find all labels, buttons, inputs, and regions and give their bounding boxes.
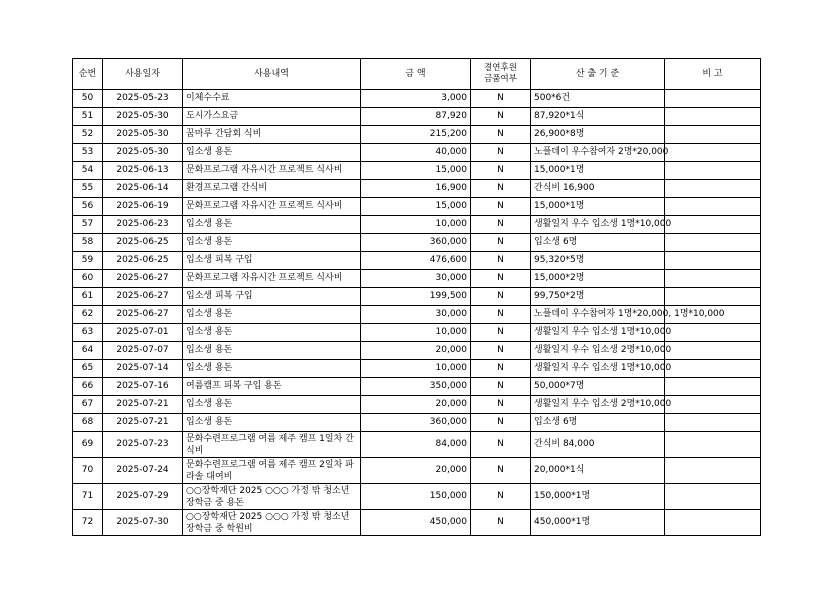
cell-no: 55 — [73, 180, 103, 198]
cell-note — [665, 414, 761, 432]
cell-amount: 15,000 — [361, 162, 471, 180]
header-date: 사용일자 — [103, 59, 183, 90]
cell-flag: N — [471, 288, 531, 306]
cell-amount: 10,000 — [361, 216, 471, 234]
cell-desc: 입소생 용돈 — [183, 342, 361, 360]
header-flag — [471, 59, 531, 90]
table-row — [73, 126, 761, 144]
cell-no: 54 — [73, 162, 103, 180]
table-row — [73, 396, 761, 414]
cell-date: 2025-07-23 — [103, 432, 183, 458]
cell-flag: N — [471, 378, 531, 396]
cell-no: 65 — [73, 360, 103, 378]
table-row — [73, 108, 761, 126]
cell-flag: N — [471, 510, 531, 536]
cell-no: 56 — [73, 198, 103, 216]
table-row — [73, 90, 761, 108]
cell-desc: ○○장학재단 2025 ○○○ 가정 밖 청소년 장학금 중 용돈 — [183, 484, 361, 510]
cell-desc: 입소생 용돈 — [183, 144, 361, 162]
cell-no: 58 — [73, 234, 103, 252]
cell-flag: N — [471, 360, 531, 378]
cell-amount: 215,200 — [361, 126, 471, 144]
header-desc: 사용내역 — [183, 59, 361, 90]
table-row — [73, 162, 761, 180]
header-flag-line1: 결연후원 — [484, 63, 517, 73]
cell-desc: 문화수련프로그램 여름 제주 캠프 1일차 간식비 — [183, 432, 361, 458]
cell-date: 2025-07-16 — [103, 378, 183, 396]
cell-date: 2025-06-27 — [103, 288, 183, 306]
header-amount: 금 액 — [361, 59, 471, 90]
expense-document — [72, 58, 760, 536]
cell-no: 51 — [73, 108, 103, 126]
cell-no: 62 — [73, 306, 103, 324]
cell-amount: 40,000 — [361, 144, 471, 162]
cell-basis: 500*6건 — [531, 90, 665, 108]
cell-note — [665, 510, 761, 536]
cell-date: 2025-07-21 — [103, 396, 183, 414]
header-flag-line2: 금품여부 — [484, 74, 517, 84]
cell-amount: 360,000 — [361, 234, 471, 252]
table-row — [73, 216, 761, 234]
cell-desc: 입소생 용돈 — [183, 360, 361, 378]
cell-note — [665, 270, 761, 288]
cell-flag: N — [471, 458, 531, 484]
table-row — [73, 432, 761, 458]
table-row — [73, 414, 761, 432]
cell-note — [665, 234, 761, 252]
table-row — [73, 378, 761, 396]
cell-no: 57 — [73, 216, 103, 234]
table-row — [73, 288, 761, 306]
cell-desc: 입소생 용돈 — [183, 234, 361, 252]
table-row — [73, 458, 761, 484]
cell-date: 2025-07-14 — [103, 360, 183, 378]
cell-date: 2025-06-27 — [103, 306, 183, 324]
cell-desc: 입소생 용돈 — [183, 396, 361, 414]
cell-date: 2025-05-30 — [103, 144, 183, 162]
cell-amount: 450,000 — [361, 510, 471, 536]
cell-basis: 50,000*7명 — [531, 378, 665, 396]
table-row — [73, 144, 761, 162]
cell-basis: 생활일지 우수 입소생 2명*10,000 — [531, 342, 665, 360]
table-row — [73, 342, 761, 360]
cell-no: 70 — [73, 458, 103, 484]
header-note: 비 고 — [665, 59, 761, 90]
cell-no: 64 — [73, 342, 103, 360]
cell-basis: 노플데이 우수참여자 1명*20,000, 1명*10,000 — [531, 306, 665, 324]
cell-no: 68 — [73, 414, 103, 432]
cell-basis: 생활일지 우수 입소생 1명*10,000 — [531, 360, 665, 378]
cell-note — [665, 342, 761, 360]
cell-note — [665, 396, 761, 414]
cell-basis: 노플데이 우수참여자 2명*20,000 — [531, 144, 665, 162]
table-body — [73, 90, 761, 536]
cell-flag: N — [471, 216, 531, 234]
cell-basis: 생활일지 우수 입소생 2명*10,000 — [531, 396, 665, 414]
cell-flag: N — [471, 90, 531, 108]
cell-no: 69 — [73, 432, 103, 458]
cell-date: 2025-05-23 — [103, 90, 183, 108]
table-row — [73, 270, 761, 288]
cell-basis: 생활일지 우수 입소생 1명*10,000 — [531, 216, 665, 234]
cell-date: 2025-06-19 — [103, 198, 183, 216]
cell-note — [665, 252, 761, 270]
table-row — [73, 198, 761, 216]
cell-desc: 환경프로그램 간식비 — [183, 180, 361, 198]
cell-no: 71 — [73, 484, 103, 510]
cell-desc: 꿈마루 간담회 식비 — [183, 126, 361, 144]
cell-amount: 10,000 — [361, 324, 471, 342]
cell-basis: 450,000*1명 — [531, 510, 665, 536]
cell-desc: 문화프로그램 자유시간 프로젝트 식사비 — [183, 198, 361, 216]
cell-note — [665, 378, 761, 396]
header-basis: 산 출 기 준 — [531, 59, 665, 90]
cell-basis: 입소생 6명 — [531, 234, 665, 252]
cell-basis: 15,000*1명 — [531, 198, 665, 216]
cell-note — [665, 432, 761, 458]
cell-no: 52 — [73, 126, 103, 144]
cell-note — [665, 162, 761, 180]
table-row — [73, 510, 761, 536]
cell-note — [665, 144, 761, 162]
cell-desc: 이체수수료 — [183, 90, 361, 108]
cell-basis: 150,000*1명 — [531, 484, 665, 510]
cell-flag: N — [471, 144, 531, 162]
cell-flag: N — [471, 324, 531, 342]
cell-note — [665, 484, 761, 510]
cell-desc: 문화수련프로그램 여름 제주 캠프 2일차 파라솔 대여비 — [183, 458, 361, 484]
cell-basis: 26,900*8명 — [531, 126, 665, 144]
cell-flag: N — [471, 270, 531, 288]
cell-date: 2025-07-30 — [103, 510, 183, 536]
cell-note — [665, 458, 761, 484]
cell-desc: 문화프로그램 자유시간 프로젝트 식사비 — [183, 270, 361, 288]
cell-date: 2025-07-01 — [103, 324, 183, 342]
cell-basis: 간식비 84,000 — [531, 432, 665, 458]
cell-note — [665, 288, 761, 306]
cell-no: 53 — [73, 144, 103, 162]
cell-no: 59 — [73, 252, 103, 270]
cell-desc: 여름캠프 피복 구입 용돈 — [183, 378, 361, 396]
cell-flag: N — [471, 126, 531, 144]
header-no: 순번 — [73, 59, 103, 90]
cell-flag: N — [471, 432, 531, 458]
cell-note — [665, 90, 761, 108]
cell-basis: 15,000*1명 — [531, 162, 665, 180]
cell-basis: 99,750*2명 — [531, 288, 665, 306]
cell-amount: 199,500 — [361, 288, 471, 306]
cell-no: 66 — [73, 378, 103, 396]
cell-date: 2025-07-24 — [103, 458, 183, 484]
cell-flag: N — [471, 414, 531, 432]
cell-date: 2025-06-25 — [103, 234, 183, 252]
cell-no: 63 — [73, 324, 103, 342]
cell-date: 2025-06-27 — [103, 270, 183, 288]
cell-date: 2025-07-07 — [103, 342, 183, 360]
cell-basis: 87,920*1식 — [531, 108, 665, 126]
cell-basis: 20,000*1식 — [531, 458, 665, 484]
table-row — [73, 360, 761, 378]
cell-desc: 입소생 용돈 — [183, 324, 361, 342]
cell-note — [665, 126, 761, 144]
cell-note — [665, 216, 761, 234]
cell-no: 72 — [73, 510, 103, 536]
cell-date: 2025-06-13 — [103, 162, 183, 180]
expense-table — [72, 58, 761, 536]
cell-no: 61 — [73, 288, 103, 306]
cell-flag: N — [471, 180, 531, 198]
cell-amount: 15,000 — [361, 198, 471, 216]
cell-date: 2025-07-21 — [103, 414, 183, 432]
cell-date: 2025-06-14 — [103, 180, 183, 198]
cell-amount: 87,920 — [361, 108, 471, 126]
cell-basis: 입소생 6명 — [531, 414, 665, 432]
cell-amount: 360,000 — [361, 414, 471, 432]
cell-basis: 95,320*5명 — [531, 252, 665, 270]
cell-note — [665, 324, 761, 342]
cell-no: 60 — [73, 270, 103, 288]
cell-amount: 10,000 — [361, 360, 471, 378]
cell-amount: 84,000 — [361, 432, 471, 458]
cell-note — [665, 360, 761, 378]
cell-amount: 20,000 — [361, 342, 471, 360]
cell-desc: 입소생 용돈 — [183, 306, 361, 324]
table-row — [73, 484, 761, 510]
header-row — [73, 59, 761, 90]
table-row — [73, 306, 761, 324]
cell-date: 2025-06-23 — [103, 216, 183, 234]
cell-amount: 20,000 — [361, 396, 471, 414]
cell-flag: N — [471, 484, 531, 510]
cell-desc: 입소생 피복 구입 — [183, 252, 361, 270]
cell-note — [665, 198, 761, 216]
cell-desc: ○○장학재단 2025 ○○○ 가정 밖 청소년 장학금 중 학원비 — [183, 510, 361, 536]
cell-basis: 15,000*2명 — [531, 270, 665, 288]
cell-date: 2025-05-30 — [103, 108, 183, 126]
cell-amount: 16,900 — [361, 180, 471, 198]
table-row — [73, 324, 761, 342]
cell-amount: 30,000 — [361, 306, 471, 324]
cell-flag: N — [471, 396, 531, 414]
cell-desc: 도시가스요금 — [183, 108, 361, 126]
cell-date: 2025-05-30 — [103, 126, 183, 144]
cell-desc: 문화프로그램 자유시간 프로젝트 식사비 — [183, 162, 361, 180]
cell-no: 67 — [73, 396, 103, 414]
cell-amount: 30,000 — [361, 270, 471, 288]
cell-amount: 20,000 — [361, 458, 471, 484]
cell-amount: 476,600 — [361, 252, 471, 270]
cell-basis: 간식비 16,900 — [531, 180, 665, 198]
cell-desc: 입소생 용돈 — [183, 414, 361, 432]
cell-basis: 생활일지 우수 입소생 1명*10,000 — [531, 324, 665, 342]
cell-flag: N — [471, 108, 531, 126]
cell-flag: N — [471, 162, 531, 180]
cell-date: 2025-06-25 — [103, 252, 183, 270]
cell-note — [665, 180, 761, 198]
table-row — [73, 252, 761, 270]
cell-flag: N — [471, 198, 531, 216]
cell-flag: N — [471, 342, 531, 360]
table-row — [73, 180, 761, 198]
table-row — [73, 234, 761, 252]
cell-flag: N — [471, 252, 531, 270]
cell-amount: 3,000 — [361, 90, 471, 108]
cell-no: 50 — [73, 90, 103, 108]
cell-desc: 입소생 용돈 — [183, 216, 361, 234]
cell-desc: 입소생 피복 구입 — [183, 288, 361, 306]
cell-note — [665, 108, 761, 126]
cell-date: 2025-07-29 — [103, 484, 183, 510]
cell-amount: 350,000 — [361, 378, 471, 396]
cell-amount: 150,000 — [361, 484, 471, 510]
cell-flag: N — [471, 234, 531, 252]
cell-flag: N — [471, 306, 531, 324]
